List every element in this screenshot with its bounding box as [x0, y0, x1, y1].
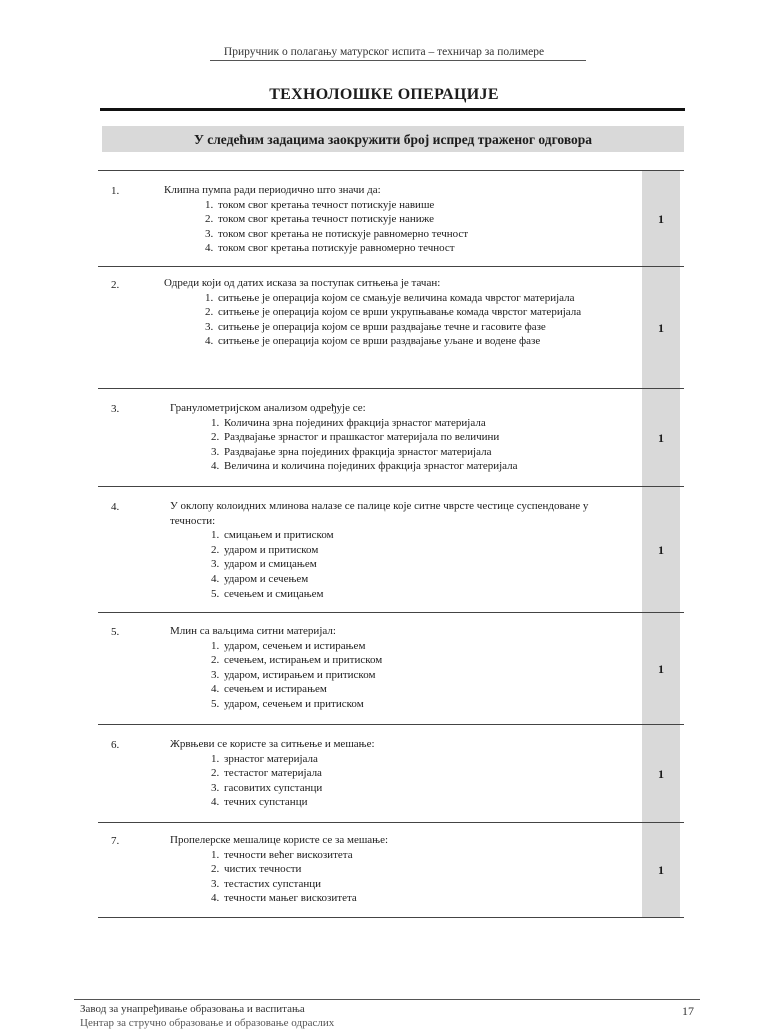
answer-option[interactable]: 1. ударом, сечењем и истирањем [222, 639, 640, 654]
answer-option[interactable]: 4. Величина и количина појединих фракција зрнастог материјала [222, 459, 640, 474]
question-number: 2. [111, 279, 120, 291]
header-divider [210, 60, 586, 61]
answer-option[interactable]: 3. током свог кретања не потискује равномерно течност [216, 227, 634, 242]
footer-institution-line2: Центар за стручно образовање и образовање одраслих [80, 1017, 335, 1029]
running-header: Приручник о полагању матурског испита – техничар за полимере [223, 46, 545, 58]
points-cell: 1 [642, 613, 680, 725]
answer-option[interactable]: 3. Раздвајање зрна појединих фракција зрнастог материјала [222, 445, 640, 460]
answer-option[interactable]: 4. течности мањег вискозитета [222, 891, 640, 906]
answer-option[interactable]: 3. тестастих супстанци [222, 877, 640, 892]
answer-option[interactable]: 5. ударом, сечењем и притиском [222, 697, 640, 712]
question-body [164, 276, 634, 349]
answer-option[interactable]: 3. ударом, истирањем и притиском [222, 668, 640, 683]
question-text: Жрвњеви се користе за ситњење и мешање: [170, 738, 375, 750]
answer-option[interactable]: 1. зрнастог материјала [222, 752, 640, 767]
question-row-1 [98, 170, 684, 267]
answer-option[interactable]: 4. течних супстанци [222, 795, 640, 810]
footer-divider [74, 999, 700, 1000]
question-number: 1. [111, 185, 120, 197]
answer-option[interactable]: 1. Количина зрна појединих фракција зрнастог материјала [222, 416, 640, 431]
points-cell: 1 [642, 487, 680, 613]
question-text: Клипна пумпа ради периодично што значи да: [164, 184, 381, 196]
title-divider [100, 108, 685, 111]
question-body [170, 624, 640, 712]
question-text: Пропелерске мешалице користе се за мешање: [170, 834, 389, 846]
question-text: Млин са ваљцима ситни материјал: [170, 625, 336, 637]
questions-table [98, 166, 684, 920]
answer-option[interactable]: 2. чистих течности [222, 862, 640, 877]
answer-option[interactable]: 2. током свог кретања течност потискује наниже [216, 212, 634, 227]
question-body [170, 833, 640, 906]
question-row-7 [98, 822, 684, 918]
answer-option[interactable]: 2. ситњење је операција којом се врши укрупњавање комада чврстог материјала [216, 305, 586, 320]
instruction-banner: У следећим задацима заокружити број испред траженог одговора [102, 126, 684, 152]
question-body [170, 737, 640, 810]
question-row-3 [98, 388, 684, 487]
question-body [170, 499, 590, 601]
points-cell: 1 [642, 725, 680, 823]
answer-option[interactable]: 4. ударом и сечењем [222, 572, 590, 587]
answer-option[interactable]: 5. сечењем и смицањем [222, 587, 590, 602]
answer-option[interactable]: 1. течности већег вискозитета [222, 848, 640, 863]
question-number: 3. [111, 403, 120, 415]
question-number: 7. [111, 835, 120, 847]
answer-option[interactable]: 3. гасовитих супстанци [222, 781, 640, 796]
page-title: ТЕХНОЛОШКЕ ОПЕРАЦИЈЕ [269, 86, 499, 103]
question-number: 6. [111, 739, 120, 751]
answer-option[interactable]: 3. ударом и смицањем [222, 557, 590, 572]
page-number: 17 [682, 1004, 694, 1018]
question-text: У оклопу колоидних млинова налазе се палице које ситне чврсте честице суспендоване у течности: [170, 500, 589, 527]
question-number: 5. [111, 626, 120, 638]
question-body [170, 401, 640, 474]
answer-option[interactable]: 2. сечењем, истирањем и притиском [222, 653, 640, 668]
question-row-5 [98, 612, 684, 725]
question-text: Гранулометријском анализом одређује се: [170, 402, 366, 414]
points-cell: 1 [642, 389, 680, 487]
points-cell: 1 [642, 823, 680, 917]
question-text: Одреди који од датих исказа за поступак ситњења је тачан: [164, 277, 441, 289]
question-body [164, 183, 634, 256]
answer-option[interactable]: 4. сечењем и истирањем [222, 682, 640, 697]
answer-option[interactable]: 1. ситњење је операција којом се смањује величина комада чврстог материјала [216, 291, 586, 306]
answer-option[interactable]: 4. ситњење је операција којом се врши раздвајање уљане и водене фазе [216, 334, 586, 349]
question-number: 4. [111, 501, 120, 513]
answer-option[interactable]: 2. Раздвајање зрнастог и прашкастог материјала по величини [222, 430, 640, 445]
question-row-4 [98, 486, 684, 613]
answer-option[interactable]: 2. тестастог материјала [222, 766, 640, 781]
footer-institution: Завод за унапређивање образовања и васпитања [80, 1003, 305, 1015]
answer-option[interactable]: 4. током свог кретања потискује равномерно течност [216, 241, 634, 256]
answer-option[interactable]: 1. током свог кретања течност потискује навише [216, 198, 634, 213]
question-row-6 [98, 724, 684, 823]
question-row-2 [98, 266, 684, 389]
points-cell: 1 [642, 267, 680, 389]
answer-option[interactable]: 2. ударом и притиском [222, 543, 590, 558]
answer-option[interactable]: 3. ситњење је операција којом се врши раздвајање течне и гасовите фазе [216, 320, 586, 335]
points-cell: 1 [642, 171, 680, 267]
answer-option[interactable]: 1. смицањем и притиском [222, 528, 590, 543]
